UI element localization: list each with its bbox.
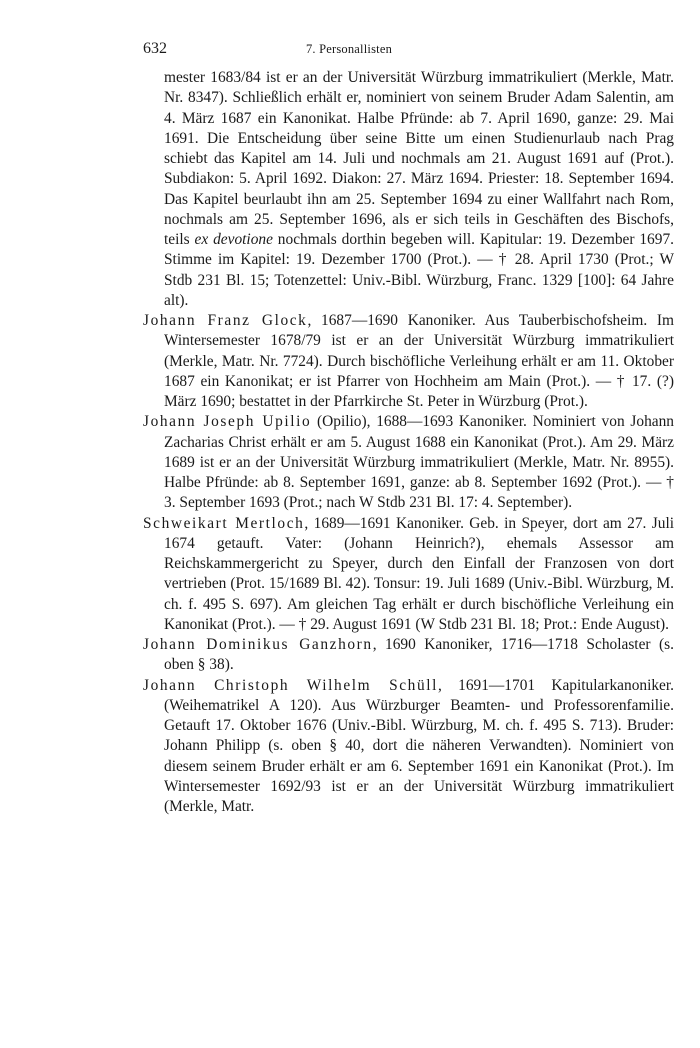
entry-glock (143, 311, 674, 412)
entry-name: Johann Franz Glock (143, 312, 308, 329)
entry-ganzhorn (143, 635, 674, 676)
entry-text: , 1687—1690 Kanoniker. Aus Tauberbischofsheim. Im Wintersemester 1678/79 ist er an der Universität Würzburg immatrikuliert (Merkle, Matr. Nr. 7724). Durch bischöfliche Verleihung erhält er am 11. Oktober 1687 ein Kanonikat; er ist Pfarrer von Hochheim am Main (Prot.). — † 17. (?) März 1690; bestattet in der Pfarrkirche St. Peter in Würzburg (Prot.). (164, 312, 674, 410)
entry-continued (143, 68, 674, 311)
entry-text: mester 1683/84 ist er an der Universität Würzburg immatrikuliert (Merkle, Matr. Nr. 8347). Schließlich erhält er, nominiert von seinem Bruder Adam Salentin, am 4. März 1687 ein Kanonikat. Halbe Pfründe: ab 7. April 1690, ganze: 29. Mai 1691. Die Entscheidung über seine Bitte um einen Studienurlaub nach Prag schiebt das Kapitel am 14. Juli und nochmals am 21. August 1691 auf (Prot.). Subdiakon: 5. April 1692. Diakon: 27. März 1694. Priester: 18. September 1694. Das Kapitel beurlaubt ihn am 25. September 1694 zu einer Wallfahrt nach Rom, nochmals am 25. September 1696, als er sich teils in Geschäften des Bischofs, teils (164, 69, 674, 248)
entry-name: Johann Christoph Wilhelm Schüll (143, 676, 439, 694)
running-head: 7. Personallisten (305, 42, 393, 56)
entry-text: , 1690 Kanoniker, 1716—1718 Scholaster (s. oben § 38). (164, 636, 674, 674)
entry-text-after: nochmals dorthin begeben will. Kapitular: 19. Dezember 1697. Stimme im Kapitel: 19. Dezember 1700 (Prot.). — † 28. April 1730 (Prot.; W Stdb 231 Bl. 15; Totenzettel: Univ.-Bibl. Würzburg, Franc. 1329 [100]: 64 Jahre alt). (164, 231, 674, 309)
entry-text: (Opilio), 1688—1693 Kanoniker. Nominiert von Johann Zacharias Christ erhält er am 5. August 1688 ein Kanonikat (Prot.). Am 29. März 1689 ist er an der Universität Würzburg immatrikuliert (Merkle, Matr. Nr. 8955). Halbe Pfründe: ab 8. September 1691, ganze: ab 8. September 1692 (Prot.). — † 3. September 1693 (Prot.; nach W Stdb 231 Bl. 17: 4. September). (164, 413, 674, 512)
entry-mertloch (143, 514, 674, 636)
entry-text: , 1689—1691 Kanoniker. Geb. in Speyer, dort am 27. Juli 1674 getauft. Vater: (Johann Heinrich?), ehemals Assessor am Reichskammergericht zu Speyer, durch den Einfall der Franzosen von dort vertrieben (Prot. 15/1689 Bl. 42). Tonsur: 19. Juli 1689 (Univ.-Bibl. Würzburg, M. ch. f. 495 S. 697). Am gleichen Tag erhält er durch bischöfliche Verleihung ein Kanonikat (Prot.). — † 29. August 1691 (W Stdb 231 Bl. 18; Prot.: Ende August). (164, 514, 674, 633)
body-text (143, 68, 674, 817)
entry-italic-phrase: ex devotione (194, 231, 273, 248)
entry-name: Johann Joseph Upilio (143, 413, 312, 431)
entry-name: Johann Dominikus Ganzhorn (143, 636, 373, 653)
page-header (143, 40, 555, 62)
entry-upilio (143, 412, 674, 513)
page-number: 632 (143, 40, 167, 57)
entry-text: , 1691—1701 Kapitularkanoniker. (Weihematrikel A 120). Aus Würzburger Beamten- und Professorenfamilie. Getauft 17. Oktober 1676 (Univ.-Bibl. Würzburg, M. ch. f. 495 S. 713). Bruder: Johann Philipp (s. oben § 40, dort die näheren Verwandten). Nominiert von diesem seinem Bruder erhält er am 6. September 1691 ein Kanonikat (Prot.). Im Wintersemester 1692/93 ist er an der Universität Würzburg immatrikuliert (Merkle, Matr. (164, 676, 675, 815)
entry-name: Schweikart Mertloch (143, 514, 305, 532)
entry-schuell (143, 676, 674, 818)
